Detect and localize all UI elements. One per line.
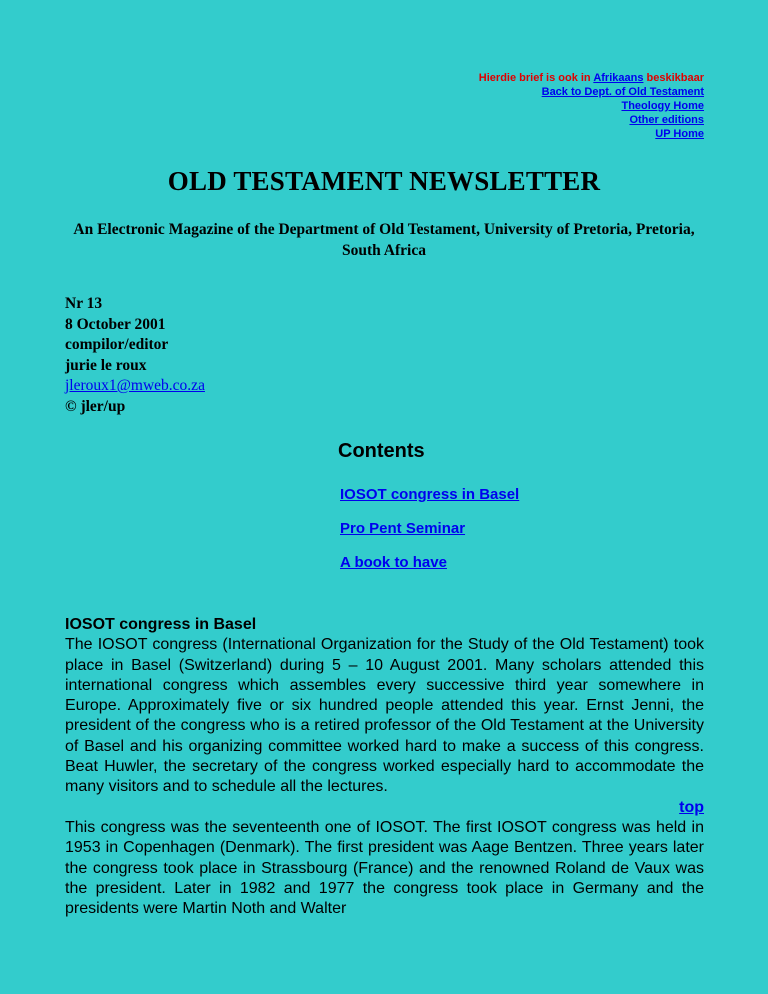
other-editions-link[interactable]: Other editions: [629, 114, 704, 126]
issue-number: Nr 13: [65, 295, 103, 312]
article-heading: IOSOT congress in Basel: [65, 616, 257, 633]
issue-meta: [65, 294, 205, 417]
article-paragraph: This congress was the seventeenth one of IOSOT. The first IOSOT congress was held in 1953 in Copenhagen (Denmark). The first president was Aage Bentzen. Three years later the congress took place in Strassbourg (France) and the renowned Roland de Vaux was the president. Later in 1982 and 1977 the congress took place in Germany and the presidents were Martin Noth and Walter: [65, 818, 704, 918]
theology-home-link[interactable]: Theology Home: [621, 100, 704, 112]
language-notice-pre: Hierdie brief is ook in: [478, 72, 594, 84]
table-of-contents: [340, 486, 519, 588]
copyright: © jler/up: [65, 397, 126, 415]
page-subtitle: An Electronic Magazine of the Department of Old Testament, University of Pretoria, Pretoria, South Africa: [73, 221, 695, 259]
up-home-link[interactable]: UP Home: [655, 128, 704, 140]
language-notice: [479, 71, 704, 85]
toc-item-pro-pent-seminar[interactable]: Pro Pent Seminar: [340, 520, 466, 537]
article-paragraph: The IOSOT congress (International Organization for the Study of the Old Testament) took place in Basel (Switzerland) during 5 – 10 August 2001. Many scholars attended this international congress which assembles every successive third year somewhere in Europe. Approximately five or six hundred people attended this year. Ernst Jenni, the president of the congress who is a retired professor of the Old Testament at the University of Basel and his organizing committee worked hard to make a success of this congress. Beat Huwler, the secretary of the congress worked especially hard to accommodate the many visitors and to schedule all the lectures.: [65, 636, 704, 796]
toc-item-book-to-have[interactable]: A book to have: [340, 554, 447, 571]
language-notice-post: beskikbaar: [643, 72, 704, 84]
toc-item-iosot-congress[interactable]: IOSOT congress in Basel: [340, 486, 520, 503]
back-to-dept-link[interactable]: Back to Dept. of Old Testament: [541, 86, 704, 98]
contents-heading: Contents: [338, 440, 425, 462]
article: [65, 615, 704, 919]
afrikaans-link[interactable]: Afrikaans: [593, 72, 644, 84]
editor-email-link[interactable]: jleroux1@mweb.co.za: [65, 377, 205, 394]
editor-role: compilor/editor: [65, 336, 169, 353]
page-title: OLD TESTAMENT NEWSLETTER: [167, 166, 601, 196]
editor-name: jurie le roux: [65, 356, 147, 374]
top-navigation: [479, 71, 704, 141]
issue-date: 8 October 2001: [65, 315, 166, 333]
back-to-top-link[interactable]: top: [679, 798, 704, 816]
